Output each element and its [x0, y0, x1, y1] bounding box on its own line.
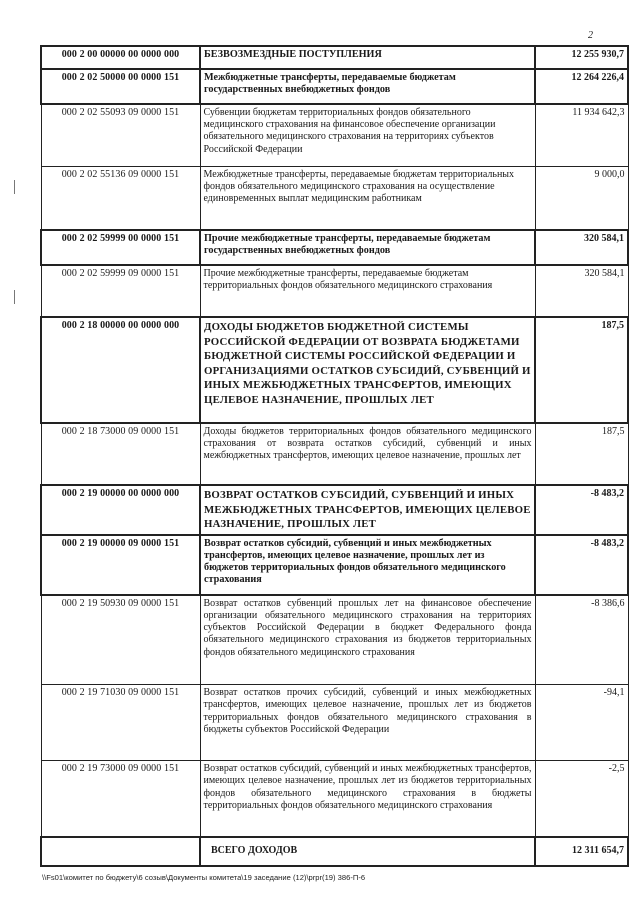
row-name: Возврат остатков субвенций прошлых лет на финансовое обеспечение организации обязательного медицинского страхования на территориях субъектов Российской Федерации в бюджет Федерального фонда обязательного медицинского страхования из бюджетов территориальных фондов обязательного медицинского страхования [200, 595, 535, 685]
row-name: Межбюджетные трансферты, передаваемые бюджетам государственных внебюджетных фондов [200, 69, 535, 104]
row-name: Доходы бюджетов территориальных фондов обязательного медицинского страхования от возврата остатков субсидий, субвенций и иных межбюджетных трансфертов, имеющих целевое назначение, прошлых лет [200, 423, 535, 485]
row-name: Межбюджетные трансферты, передаваемые бюджетам территориальных фондов обязательного медицинского страхования на осуществление единовременных выплат медицинским работникам [200, 166, 535, 230]
row-name: Возврат остатков субсидий, субвенций и иных межбюджетных трансфертов, имеющих целевое назначение, прошлых лет из бюджетов территориальных фондов обязательного медицинского страхования в бюджеты территориальных фондов обязательного медицинского страхования [200, 761, 535, 837]
row-code: 000 2 19 71030 09 0000 151 [41, 685, 200, 761]
table-row [41, 685, 628, 761]
total-row [41, 837, 628, 866]
row-code: 000 2 19 73000 09 0000 151 [41, 761, 200, 837]
table-row [41, 423, 628, 485]
row-amount: -8 483,2 [535, 485, 628, 535]
row-amount: -94,1 [535, 685, 628, 761]
row-name: Возврат остатков субсидий, субвенций и иных межбюджетных трансфертов, имеющих целевое назначение, прошлых лет из бюджетов территориальных фондов обязательного медицинского страхования [200, 535, 535, 595]
row-code: 000 2 19 00000 09 0000 151 [41, 535, 200, 595]
row-name: ДОХОДЫ БЮДЖЕТОВ БЮДЖЕТНОЙ СИСТЕМЫ РОССИЙСКОЙ ФЕДЕРАЦИИ ОТ ВОЗВРАТА БЮДЖЕТАМИ БЮДЖЕТНОЙ СИСТЕМЫ РОССИЙСКОЙ ФЕДЕРАЦИИ И ОРГАНИЗАЦИЯМИ ОСТАТКОВ СУБСИДИЙ, СУБВЕНЦИЙ И ИНЫХ МЕЖБЮДЖЕТНЫХ ТРАНСФЕРТОВ, ИМЕЮЩИХ ЦЕЛЕВОЕ НАЗНАЧЕНИЕ, ПРОШЛЫХ ЛЕТ [200, 317, 535, 423]
row-amount: 187,5 [535, 423, 628, 485]
page-number: 2 [588, 30, 593, 41]
row-code: 000 2 02 59999 00 0000 151 [41, 230, 200, 265]
row-amount: 187,5 [535, 317, 628, 423]
table-row [41, 317, 628, 423]
row-code: 000 2 19 50930 09 0000 151 [41, 595, 200, 685]
table-row [41, 46, 628, 69]
table-row [41, 761, 628, 837]
row-amount: -2,5 [535, 761, 628, 837]
row-code: 000 2 19 00000 00 0000 000 [41, 485, 200, 535]
row-amount: 320 584,1 [535, 265, 628, 317]
row-amount: 9 000,0 [535, 166, 628, 230]
table-row [41, 166, 628, 230]
total-amount: 12 311 654,7 [535, 837, 628, 866]
row-amount: 320 584,1 [535, 230, 628, 265]
table-row [41, 485, 628, 535]
row-name: Прочие межбюджетные трансферты, передаваемые бюджетам территориальных фондов обязательного медицинского страхования [200, 265, 535, 317]
row-amount: 11 934 642,3 [535, 104, 628, 166]
margin-mark [14, 180, 15, 194]
total-code-cell [41, 837, 200, 866]
row-name: Субвенции бюджетам территориальных фондов обязательного медицинского страхования на финансовое обеспечение организации обязательного медицинского страхования на территориях субъектов Российской Федерации [200, 104, 535, 166]
table-row [41, 595, 628, 685]
row-amount: -8 386,6 [535, 595, 628, 685]
table-row [41, 69, 628, 104]
row-code: 000 2 02 50000 00 0000 151 [41, 69, 200, 104]
row-amount: -8 483,2 [535, 535, 628, 595]
budget-revenue-table [40, 45, 629, 867]
margin-mark [14, 290, 15, 304]
row-code: 000 2 02 55093 09 0000 151 [41, 104, 200, 166]
row-amount: 12 255 930,7 [535, 46, 628, 69]
row-name: Прочие межбюджетные трансферты, передаваемые бюджетам государственных внебюджетных фондов [200, 230, 535, 265]
row-code: 000 2 00 00000 00 0000 000 [41, 46, 200, 69]
footer-file-path: \\Fs01\комитет по бюджету\6 созыв\Документы комитета\19 заседание (12)\prpr(19) 386-П-6 [42, 873, 366, 882]
table-row [41, 535, 628, 595]
row-name: БЕЗВОЗМЕЗДНЫЕ ПОСТУПЛЕНИЯ [200, 46, 535, 69]
row-code: 000 2 02 59999 09 0000 151 [41, 265, 200, 317]
row-code: 000 2 18 73000 09 0000 151 [41, 423, 200, 485]
row-code: 000 2 02 55136 09 0000 151 [41, 166, 200, 230]
row-name: Возврат остатков прочих субсидий, субвенций и иных межбюджетных трансфертов, имеющих целевое назначение, прошлых лет из бюджетов территориальных фондов обязательного медицинского страхования в бюджеты субъектов Российской Федерации [200, 685, 535, 761]
row-amount: 12 264 226,4 [535, 69, 628, 104]
table-row [41, 104, 628, 166]
table-row [41, 265, 628, 317]
row-name: ВОЗВРАТ ОСТАТКОВ СУБСИДИЙ, СУБВЕНЦИЙ И ИНЫХ МЕЖБЮДЖЕТНЫХ ТРАНСФЕРТОВ, ИМЕЮЩИХ ЦЕЛЕВОЕ НАЗНАЧЕНИЕ, ПРОШЛЫХ ЛЕТ [200, 485, 535, 535]
table-row [41, 230, 628, 265]
total-label: ВСЕГО ДОХОДОВ [200, 837, 535, 866]
row-code: 000 2 18 00000 00 0000 000 [41, 317, 200, 423]
